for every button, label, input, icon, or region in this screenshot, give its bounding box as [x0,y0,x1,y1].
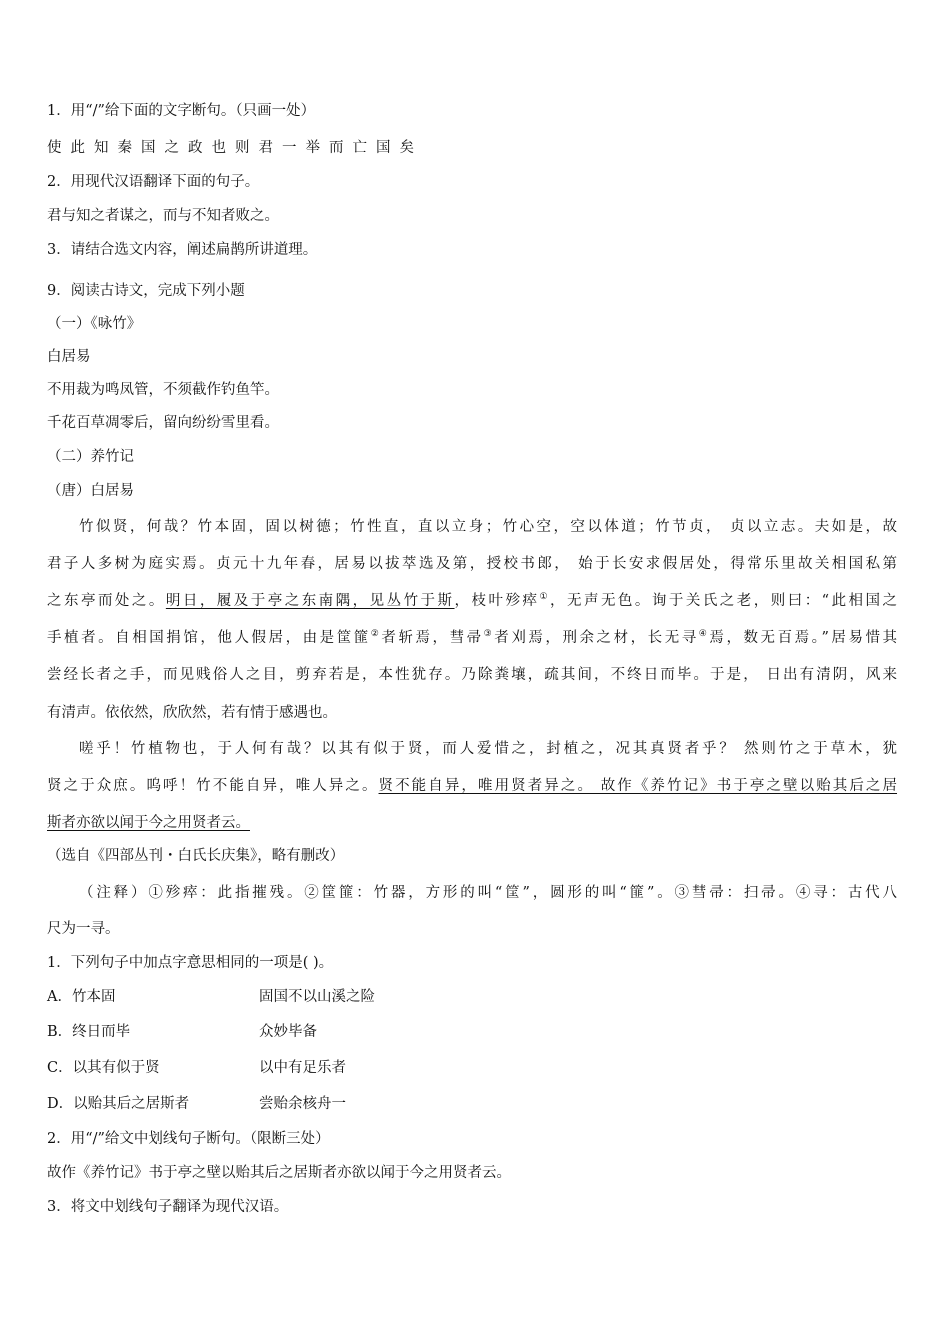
question-1: 1．用“/”给下面的文字断句。（只画一处） [47,103,316,119]
option-b [47,1022,897,1042]
text-run: ，无声无色。询于关氏之老，则曰：“此相国之 [550,593,898,609]
option-d [47,1094,897,1114]
option-b-pair: 众妙毕备 [259,1024,317,1040]
prose-p1-line-3 [47,591,897,611]
prose-p1-line-5: 尝经长者之手，而见贱俗人之目，剪弃若是，本性犹存。乃除粪壤，疏其间，不终日而毕。于是， 日出有清阴，风来 [47,667,897,683]
prose-p1-line-2: 君子人多树为庭实焉。贞元十九年春，居易以拔萃选及第，授校书郎， 始于长安求假居处，得常乐里故关相国私第 [47,556,897,572]
sub-question-2: 2．用“/”给文中划线句子断句。（限断三处） [47,1131,330,1147]
question-3: 3．请结合选文内容，阐述扁鹊所讲道理。 [47,242,318,258]
option-a-pair: 固国不以山溪之险 [259,989,375,1005]
prose-author: （唐）白居易 [47,483,134,499]
note-marker-3: ③ [483,629,495,640]
prose-heading: （二）养竹记 [47,449,134,465]
text-run: 之东亭而处之。 [47,593,166,609]
prose-p1-line-4 [47,628,897,648]
note-marker-4: ④ [698,629,710,640]
option-a-label: A．竹本固 [47,989,116,1005]
option-d-label: D．以贻其后之居斯者 [47,1096,190,1112]
poem-author: 白居易 [47,349,91,365]
text-run: ，枝叶殄瘁 [454,593,540,609]
notes-line-1: （注释）①殄瘁：此指摧残。②筐篚：竹器，方形的叫“筐”，圆形的叫“篚”。③彗帚：扫帚。④寻：古代八 [79,885,897,901]
underlined-sentence-1: 明日，履及于亭之东南隅，见丛竹于斯 [165,593,455,609]
sub-question-1: 1．下列句子中加点字意思相同的一项是( )。 [47,955,334,971]
prose-p1-line-1: 竹似贤，何哉？竹本固，固以树德；竹性直，直以立身；竹心空，空以体道；竹节贞， 贞以立志。夫如是，故 [79,519,897,535]
text-run: 者斩焉，彗帚 [381,630,484,646]
source-citation: （选自《四部丛刊・白氏长庆集》，略有删改） [47,848,345,864]
question-2: 2．用现代汉语翻译下面的句子。 [47,174,260,190]
sub-question-3: 3．将文中划线句子翻译为现代汉语。 [47,1199,289,1215]
prose-p2-line-1: 嗟乎！竹植物也，于人何有哉？以其有似于贤，而人爱惜之，封植之，况其真贤者乎？ 然则竹之于草木，犹 [79,741,897,757]
text-run: 者刈焉，刑余之材，长无寻 [494,630,699,646]
option-c-pair: 以中有足乐者 [259,1060,346,1076]
question-2-text: 君与知之者谋之，而与不知者败之。 [47,208,279,224]
text-run: 手植者。自相国捐馆，他人假居，由是筐篚 [47,630,371,646]
text-run: 焉，数无百焉。”居易惜其 [709,630,898,646]
option-d-pair: 尝贻余核舟一 [259,1096,346,1112]
underlined-sentence-2-cont: 斯者亦欲以闻于今之用贤者云。 [47,815,250,831]
sub-question-2-text: 故作《养竹记》书于亭之壁以贻其后之居斯者亦欲以闻于今之用贤者云。 [47,1165,511,1181]
note-marker-2: ② [370,629,382,640]
option-a [47,987,897,1007]
question-1-text: 使此知秦国之政也则君一举而亡国矣 [47,140,423,156]
prose-p2-line-3 [47,813,897,833]
question-9-title: 9．阅读古诗文，完成下列小题 [47,283,245,299]
poem-line-1: 不用裁为鸣凤管，不须截作钓鱼竿。 [47,382,279,398]
prose-p1-line-6: 有清声。依依然，欣欣然，若有情于感遇也。 [47,705,337,721]
text-run: 贤之于众庶。呜呼！竹不能自异，唯人异之。 [47,778,379,794]
option-b-label: B．终日而毕 [47,1024,131,1040]
poem-line-2: 千花百草凋零后，留向纷纷雪里看。 [47,415,279,431]
poem-heading: （一）《咏竹》 [47,316,142,332]
prose-p2-line-2 [47,776,897,796]
option-c-label: C．以其有似于贤 [47,1060,160,1076]
note-marker-1: ① [539,592,550,603]
underlined-sentence-2: 贤不能自异，唯用贤者异之。 故作《养竹记》书于亭之壁以贻其后之居 [378,778,898,794]
option-c [47,1058,897,1078]
notes-line-2: 尺为一寻。 [47,921,120,937]
